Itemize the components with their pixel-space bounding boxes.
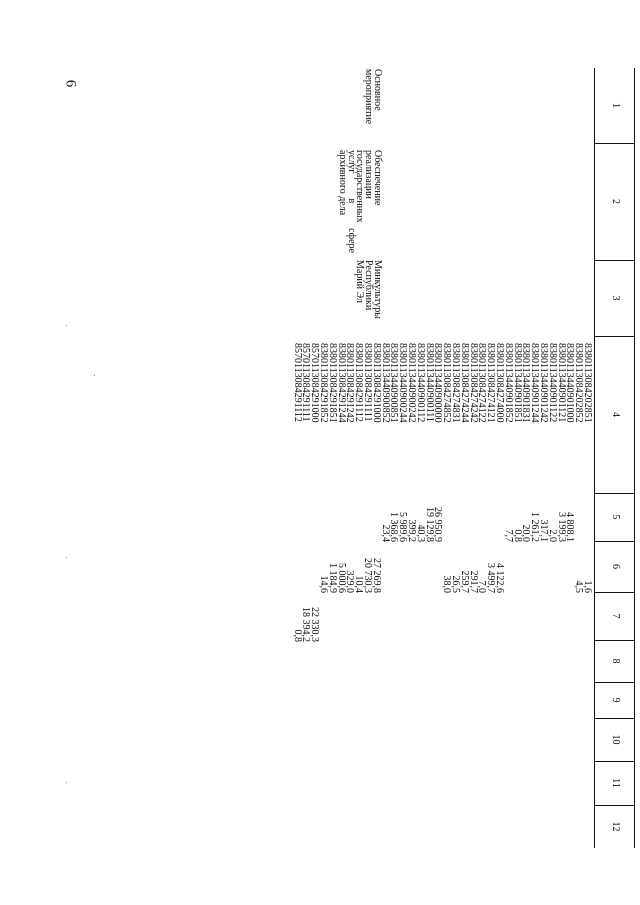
table-cell-line (433, 541, 442, 593)
table-cell-line (327, 592, 336, 642)
table-cell-line (415, 541, 424, 593)
table-cell-line (397, 592, 406, 642)
table-cell-line: 8380113084202852 (573, 343, 585, 423)
table-cell-line: Республики (363, 260, 375, 311)
table-cell-line (556, 541, 565, 593)
table-cell-line: Обеспечение (372, 150, 383, 206)
table-cell-line: 1 184,9 (326, 563, 338, 593)
table-cell-line (397, 541, 406, 593)
table-cell-line: 22 330,3 (309, 607, 321, 642)
table-cell-line: 8380113440901122 (546, 343, 558, 423)
table-cell-line (389, 592, 398, 642)
table-cell-line: 5 000,6 (335, 563, 347, 593)
table-cell-line: 291,7 (467, 570, 479, 593)
table-cell-line: 26 950,9 (432, 507, 444, 542)
table-cell-line: 8380113084291111 (362, 343, 374, 422)
header-col-9: 9 (610, 697, 621, 703)
table-cell-line: 1,6 (582, 580, 593, 593)
table-cell-line: 8380113440901852 (502, 343, 514, 423)
table-cell-line: 8380113084291852 (318, 343, 330, 423)
table-cell-line: 8380113440901121 (555, 343, 567, 423)
table-cell-line: 1 368,6 (388, 512, 400, 542)
header-col-3: 3 (610, 295, 621, 301)
table-cell-line: реализации (363, 150, 375, 199)
table-cell-line: 8380113440901831 (520, 343, 532, 423)
table-cell-line: 8380113440901000 (564, 343, 576, 423)
table-cell-line (424, 592, 433, 642)
table-cell-line: Минкультуры (372, 260, 383, 319)
table-cell-line: 19 129,8 (423, 507, 435, 542)
table-cell-line (565, 541, 574, 593)
table-cell-line (573, 592, 582, 642)
scan-speck (94, 375, 95, 376)
table-cell-line (512, 592, 521, 642)
budget-code-column (292, 343, 591, 459)
table-cell-line: 10,4 (353, 575, 365, 593)
table-cell-line (503, 592, 512, 642)
table-cell-line (538, 592, 547, 642)
table-cell-line: архивного дела (336, 150, 348, 216)
table-cell-line (477, 592, 486, 642)
table-cell-line: 8380113084291112 (353, 343, 365, 422)
table-top-border (634, 68, 635, 848)
amount-column-6 (318, 541, 591, 593)
table-cell-line (538, 541, 547, 593)
table-cell-line: 8380113440900244 (397, 343, 409, 423)
table-cell-line: 8380113084274000 (494, 343, 506, 423)
table-cell-line (477, 493, 486, 542)
table-cell-line: 8380113084274121 (485, 343, 497, 423)
table-cell-line (494, 493, 503, 542)
table-cell-line: 8380113440900111 (423, 343, 435, 422)
table-cell-line: услуг в сфере (345, 150, 357, 253)
table-cell-line: 4 122,6 (494, 563, 506, 593)
table-cell-line (512, 541, 521, 593)
table-cell-line (468, 592, 477, 642)
table-cell-line: 8570113084291112 (291, 343, 303, 422)
table-cell-line (389, 541, 398, 593)
table-cell-line (529, 592, 538, 642)
scan-speck (66, 325, 67, 326)
header-col-1: 1 (610, 103, 621, 108)
table-cell-line: 0,8 (291, 629, 303, 642)
row-description-cell (337, 150, 381, 253)
table-cell-line: 7,0 (476, 580, 488, 593)
table-cell-line: 399,2 (406, 519, 418, 542)
table-cell-line: 8570113084291000 (309, 343, 321, 423)
table-cell-line (415, 592, 424, 642)
table-cell-line (582, 493, 591, 542)
table-cell-line: мероприятие (363, 69, 375, 125)
table-cell-line: 0,8 (511, 529, 523, 542)
header-col-12: 12 (610, 821, 621, 832)
table-cell-line (529, 541, 538, 593)
table-cell-line: 18 394,2 (300, 607, 312, 642)
table-cell-line: 8380113084291000 (370, 343, 382, 423)
amount-column-5 (380, 493, 591, 542)
row-type-cell (363, 69, 381, 141)
table-cell-line (468, 493, 477, 542)
table-cell-line: 8380113440900000 (432, 343, 444, 423)
header-col-5: 5 (610, 514, 621, 520)
scan-speck (66, 782, 67, 783)
table-cell-line (380, 592, 389, 642)
table-cell-line: 23,4 (379, 524, 391, 542)
table-cell-line (450, 493, 459, 542)
table-cell-line: 38,0 (441, 575, 453, 593)
header-col-8: 8 (610, 658, 621, 664)
header-col-10: 10 (610, 734, 621, 745)
table-cell-line: 14,6 (318, 575, 330, 593)
row-agency-cell (355, 260, 381, 332)
table-cell-line (485, 592, 494, 642)
table-cell-line (353, 592, 362, 642)
table-cell-line: 259,7 (458, 570, 470, 593)
table-cell-line (521, 592, 530, 642)
table-cell-line: 3 199,3 (555, 512, 567, 542)
table-cell-line: 8570113084291111 (300, 343, 312, 422)
budget-table (115, 68, 635, 848)
scan-speck (66, 557, 67, 558)
table-cell-line: Основное (372, 69, 383, 111)
table-cell-line (494, 592, 503, 642)
table-cell-line (521, 541, 530, 593)
page-number: 6 (62, 79, 79, 88)
table-cell-line (547, 592, 556, 642)
table-cell-line: 20,0 (520, 524, 532, 542)
table-cell-line: 2,0 (546, 529, 558, 542)
header-col-2: 2 (610, 199, 621, 204)
table-cell-line (485, 493, 494, 542)
table-cell-line: 1 261,2 (529, 512, 541, 542)
table-cell-line (441, 592, 450, 642)
table-cell-line: 40,3 (414, 524, 426, 542)
header-col-6: 6 (610, 564, 621, 569)
header-bottom-border (594, 68, 595, 848)
table-cell-line (406, 541, 415, 593)
table-cell-line (459, 493, 468, 542)
table-cell-line: 27 269,8 (370, 558, 382, 593)
table-cell-line (433, 592, 442, 642)
table-cell-line: 8380113084274244 (458, 343, 470, 423)
table-cell-line: 5 989,6 (397, 512, 409, 542)
table-cell-line: 26,5 (450, 575, 462, 593)
table-cell-line: 8380113084202851 (582, 343, 593, 423)
table-cell-line (362, 592, 371, 642)
header-col-7: 7 (610, 613, 621, 619)
table-cell-line: 8380113440900242 (406, 343, 418, 423)
table-cell-line: 8380113440901851 (511, 343, 523, 423)
table-cell-line: 8380113084291851 (326, 343, 338, 423)
table-cell-line: 8380113440901244 (529, 343, 541, 423)
table-cell-line: 317,1 (538, 519, 550, 542)
table-cell-line: 8380113440900851 (388, 343, 400, 423)
table-cell-line: 8380113440901242 (538, 343, 550, 423)
table-cell-line (459, 592, 468, 642)
table-cell-line: 3 499,7 (485, 563, 497, 593)
table-cell-line: 20 730,3 (362, 558, 374, 593)
table-cell-line (582, 592, 591, 642)
table-cell-line: 4,5 (573, 580, 585, 593)
table-cell-line: 8380113084274122 (476, 343, 488, 423)
table-cell-line (371, 592, 380, 642)
table-cell-line (547, 541, 556, 593)
table-cell-line (565, 592, 574, 642)
header-col-4: 4 (610, 412, 621, 417)
table-cell-line: 8380113084274852 (441, 343, 453, 423)
table-cell-line (450, 592, 459, 642)
table-cell-line: 8380113084291244 (335, 343, 347, 423)
table-cell-line (336, 592, 345, 642)
table-cell-line: Марий Эл (354, 260, 366, 303)
amount-column-7 (292, 592, 591, 642)
table-cell-line (345, 592, 354, 642)
header-col-11: 11 (610, 778, 621, 788)
table-cell-line: 329,0 (344, 570, 356, 593)
table-cell-line: 8380113084291242 (344, 343, 356, 423)
table-cell-line (406, 592, 415, 642)
table-cell-line: 8380113084274831 (450, 343, 462, 423)
table-cell-line: 4 808,1 (564, 512, 576, 542)
table-cell-line: 8380113440900112 (414, 343, 426, 423)
table-cell-line (424, 541, 433, 593)
table-cell-line: государственных (354, 150, 366, 223)
table-cell-line: 7,7 (502, 529, 514, 542)
table-cell-line: 8380113440900852 (379, 343, 391, 423)
table-cell-line (556, 592, 565, 642)
table-cell-line: 8380113084274242 (467, 343, 479, 423)
